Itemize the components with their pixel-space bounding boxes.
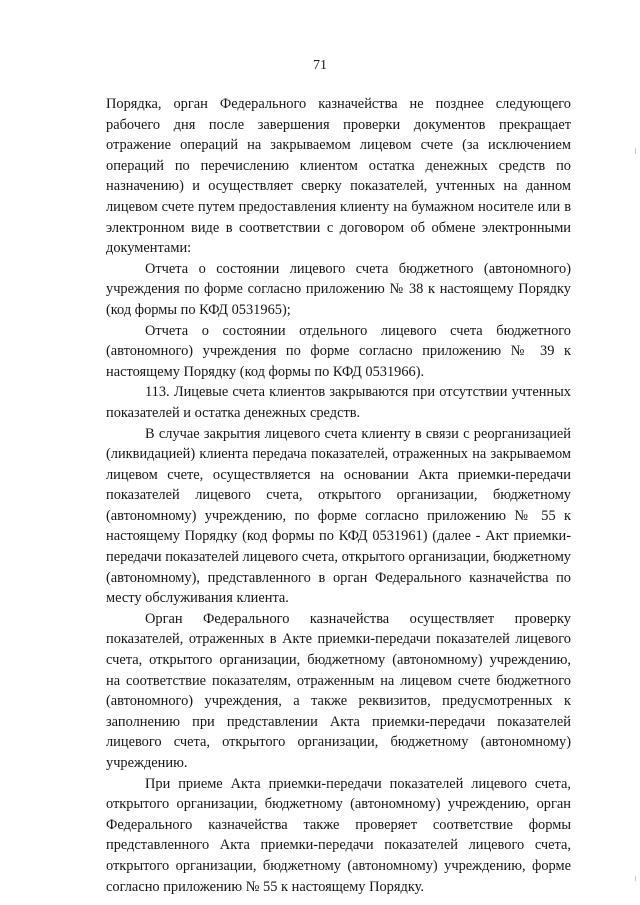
paragraph-report-budget-account: Отчета о состоянии лицевого счета бюджетного (автономного) учреждения по форме согласно приложению № 38 к настоящему Порядку (код формы по КФД 0531965); [106, 260, 571, 318]
paragraph-report-separate-account: Отчета о состоянии отдельного лицевого счета бюджетного (автономного) учреждения по форме согласно приложению № 39 к настоящему Порядку (код формы по КФД 0531966). [106, 322, 571, 380]
paragraph-verification: Орган Федерального казначейства осуществляет проверку показателей, отраженных в Акте приемки-передачи показателей лицевого счета, открытого организации, бюджетному (автономному) учреждению, на соответствие показателям, отраженным на лицевом счете бюджетного (автономного) учреждения, а также реквизитов, предусмотренных к заполнению при представлении Акта приемки-передачи показателей лицевого счета, открытого организации, бюджетному (автономному) учреждению. [106, 610, 571, 771]
paragraph-clause-113: 113. Лицевые счета клиентов закрываются при отсутствии учтенных показателей и остатка денежных средств. [106, 384, 571, 421]
paragraph-continuation: Порядка, орган Федерального казначейства не позднее следующего рабочего дня после завершения проверки документов прекращает отражение операций на закрываемом лицевом счете (за исключением операций по перечислению клиентом остатка денежных средств по назначению) и осуществляет сверку показателей, учтенных на данном лицевом счете путем предоставления клиенту на бумажном носителе или в электронном виде в соответствии с договором об обмене электронными документами: [106, 96, 571, 257]
paragraph-form-check: При приеме Акта приемки-передачи показателей лицевого счета, открытого организации, бюджетному (автономному) учреждению, орган Федерального казначейства также проверяет соответствие формы представленного Акта приемки-передачи показателей лицевого счета, открытого организации, бюджетному (автономному) учреждению, форме согласно приложению № 55 к настоящему Порядку. [106, 775, 571, 895]
document-body [106, 94, 571, 897]
page-number: 71 [313, 58, 327, 73]
paragraph-reorganization: В случае закрытия лицевого счета клиенту в связи с реорганизацией (ликвидацией) клиента передача показателей, отраженных на закрываемом лицевом счете, осуществляется на основании Акта приемки-передачи показателей лицевого счета, открытого организации, бюджетному (автономному) учреждению, по форме согласно приложению № 55 к настоящему Порядку (код формы по КФД 0531961) (далее - Акт приемки-передачи показателей лицевого счета, открытого организации, бюджетному (автономному), представленного в орган Федерального казначейства по месту обслуживания клиента. [106, 425, 571, 607]
scan-edge-mark [635, 148, 636, 154]
scan-edge-mark [635, 876, 636, 881]
